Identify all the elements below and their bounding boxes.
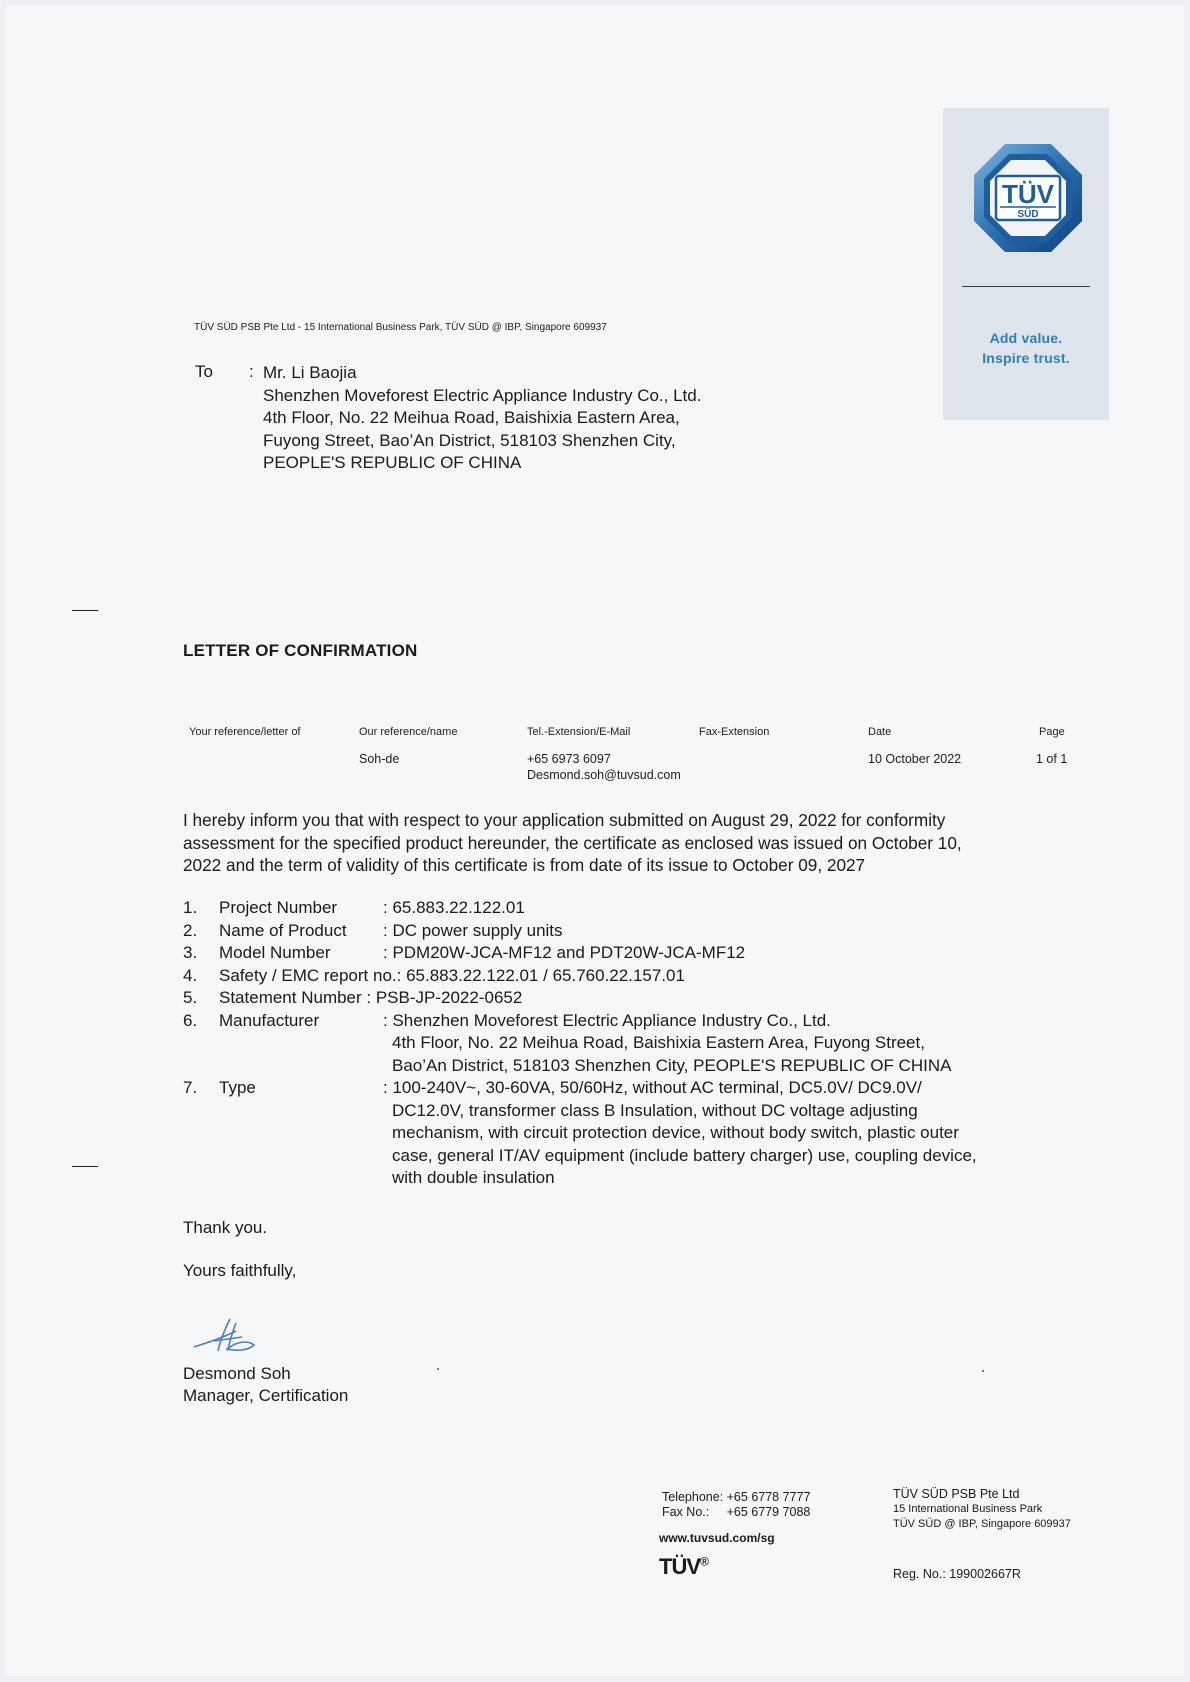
footer-website: www.tuvsud.com/sg [659, 1531, 775, 1545]
list-label: Project Number [219, 898, 338, 917]
sign-off: Yours faithfully, [183, 1261, 297, 1280]
ref-date: 10 October 2022 [868, 752, 962, 766]
ref-header-date: Date [868, 726, 892, 738]
body-line: assessment for the specified product hereunder, the certificate as enclosed was issued on October 10, [183, 832, 962, 853]
list-number: 2. [183, 920, 198, 940]
footer-company [893, 1487, 1071, 1532]
list-number: 1. [183, 898, 198, 917]
footer-telephone: Telephone: +65 6778 7777 [662, 1490, 811, 1504]
list-value: : 65.883.22.122.01 [383, 898, 525, 917]
list-number: 7. [183, 1078, 198, 1097]
tuv-sud-logo-icon [972, 142, 1084, 254]
ref-our-ref: Soh-de [359, 752, 400, 766]
list-value: : DC power supply units [383, 920, 563, 940]
list-label: Model Number [219, 943, 331, 962]
ref-header-tel: Tel.-Extension/E-Mail [527, 726, 631, 738]
ref-page: 1 of 1 [1036, 752, 1068, 766]
body-line: 2022 and the term of validity of this certificate is from date of its issue to October 09, 2027 [183, 855, 866, 875]
ref-contact [527, 751, 681, 783]
recipient-line: PEOPLE'S REPUBLIC OF CHINA [263, 453, 522, 472]
fold-mark [72, 610, 98, 611]
signer-block [183, 1363, 348, 1407]
signature-icon [190, 1317, 264, 1357]
scan-speck [982, 1370, 984, 1372]
slogan-line-1: Add value. [989, 330, 1063, 346]
list-text: Safety / EMC report no.: 65.883.22.122.01 / 65.760.22.157.01 [219, 965, 685, 985]
logo-brand-top: TÜV [1002, 179, 1054, 209]
footer-company-address: 15 International Business Park [893, 1503, 1043, 1515]
list-number: 6. [183, 1010, 198, 1030]
recipient-line: 4th Floor, No. 22 Meihua Road, Baishixia Eastern Area, [263, 408, 680, 427]
list-value-cont: DC12.0V, transformer class B Insulation, without DC voltage adjusting [392, 1100, 918, 1120]
list-number: 5. [183, 988, 198, 1007]
footer-company-name: TÜV SÜD PSB Pte Ltd [893, 1487, 1020, 1501]
recipient-line: Fuyong Street, Bao’An District, 518103 Shenzhen City, [263, 430, 676, 450]
list-value-cont: with double insulation [392, 1168, 555, 1187]
letter-page [6, 6, 1184, 1676]
list-label: Manufacturer [219, 1010, 320, 1030]
signer-title: Manager, Certification [183, 1386, 349, 1405]
logo-panel [943, 108, 1109, 420]
list-value-cont: Bao’An District, 518103 Shenzhen City, PEOPLE'S REPUBLIC OF CHINA [392, 1055, 952, 1075]
body-paragraph [183, 809, 1063, 877]
scan-speck [437, 1368, 439, 1370]
list-value-cont: mechanism, with circuit protection device, without body switch, plastic outer [392, 1123, 959, 1142]
list-text: Statement Number : PSB-JP-2022-0652 [219, 988, 523, 1007]
list-number: 3. [183, 943, 198, 962]
fold-mark [72, 1166, 98, 1167]
footer-company-address: TÜV SÜD @ IBP, Singapore 609937 [893, 1518, 1071, 1530]
signer-name: Desmond Soh [183, 1364, 291, 1383]
footer-fax: Fax No.: +65 6779 7088 [662, 1505, 811, 1519]
recipient-line: Shenzhen Moveforest Electric Appliance Industry Co., Ltd. [263, 385, 702, 405]
recipient-line: Mr. Li Baojia [263, 363, 357, 382]
list-label: Type [219, 1078, 256, 1097]
recipient-label: To [195, 362, 213, 381]
logo-brand-bottom: SÜD [1017, 209, 1039, 220]
ref-header-our-ref: Our reference/name [359, 726, 458, 738]
list-value: : PDM20W-JCA-MF12 and PDT20W-JCA-MF12 [383, 943, 746, 962]
footer-contact [662, 1490, 810, 1520]
list-value-cont: case, general IT/AV equipment (include battery charger) use, coupling device, [392, 1145, 977, 1165]
ref-header-fax: Fax-Extension [699, 726, 770, 738]
list-label: Name of Product [219, 920, 347, 940]
footer-tuv-mark [659, 1554, 709, 1580]
ref-header-your-ref: Your reference/letter of [189, 726, 301, 738]
ref-tel: +65 6973 6097 [527, 752, 611, 766]
footer-reg-number: Reg. No.: 199002667R [893, 1567, 1021, 1581]
recipient-colon: : [249, 362, 254, 381]
thank-you: Thank you. [183, 1218, 268, 1237]
list-value: : 100-240V~, 30-60VA, 50/60Hz, without AC terminal, DC5.0V/ DC9.0V/ [383, 1078, 922, 1097]
body-line: I hereby inform you that with respect to your application submitted on August 29, 2022 for conformity [183, 810, 946, 830]
logo-divider [962, 286, 1090, 287]
sender-address: TÜV SÜD PSB Pte Ltd - 15 International Business Park, TÜV SÜD @ IBP, Singapore 609937 [194, 322, 607, 333]
recipient-address [263, 362, 701, 475]
letter-title: LETTER OF CONFIRMATION [183, 641, 418, 660]
slogan-line-2: Inspire trust. [982, 350, 1070, 366]
ref-header-page: Page [1039, 726, 1065, 738]
tuv-mark-text: TÜV [659, 1554, 700, 1579]
list-value-cont: 4th Floor, No. 22 Meihua Road, Baishixia Eastern Area, Fuyong Street, [392, 1033, 925, 1052]
registered-mark: ® [700, 1554, 709, 1569]
ref-email: Desmond.soh@tuvsud.com [527, 768, 681, 782]
list-value: : Shenzhen Moveforest Electric Appliance Industry Co., Ltd. [383, 1010, 831, 1030]
list-number: 4. [183, 965, 198, 985]
